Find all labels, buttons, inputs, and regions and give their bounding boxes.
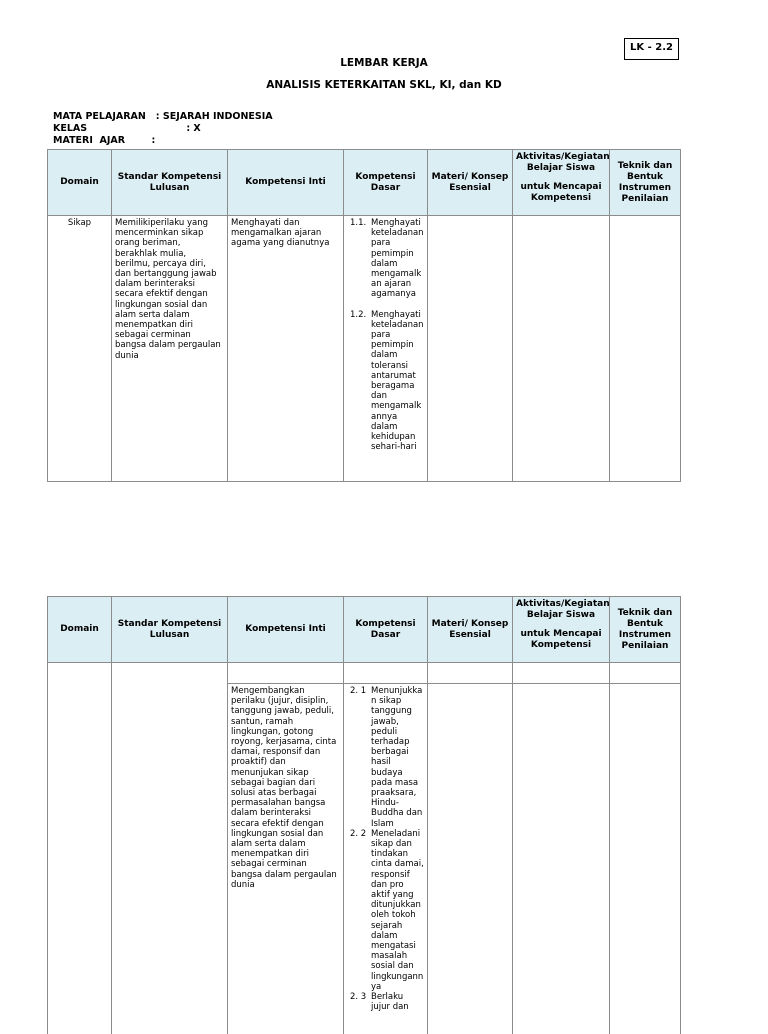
header-skl: Standar Kompetensi Lulusan	[112, 597, 228, 663]
table-header-row	[48, 597, 681, 663]
header-aktivitas	[513, 150, 610, 216]
ki-cell: Mengembangkan perilaku (jujur, disiplin, tanggung jawab, peduli, santun, ramah lingkungan, gotong royong, kerjasama, cinta damai, responsif dan proaktif) dan menunjukan sikap sebagai bagian dari solusi atas berbagai permasalahan bangsa dalam berinteraksi secara efektif dengan lingkungan sosial dan alam serta dalam menempatkan diri sebagai cerminan bangsa dalam pergaulan dunia	[228, 684, 344, 1034]
skl-cell: Memilikiperilaku yang mencerminkan sikap orang beriman, berakhlak mulia, berilmu, percaya diri, dan bertanggung jawab dalam berinteraksi secara efektif dengan lingkungan sosial dan alam serta dalam menempatkan diri sebagai cerminan bangsa dalam pergaulan dunia	[112, 216, 228, 482]
teknik-cell	[610, 684, 681, 1034]
kd-cell	[344, 684, 428, 1034]
spacer-cell	[228, 663, 344, 684]
header-aktivitas-line1: Aktivitas/Kegiatan Belajar Siswa	[516, 152, 610, 173]
skl-cell	[112, 684, 228, 1034]
header-aktivitas	[513, 597, 610, 663]
kd-text: Menunjukkan sikap tanggung jawab, peduli terhadap berbagai hasil budaya pada masa praaksara, Hindu-Buddha dan Islam	[371, 686, 423, 829]
spacer-cell	[48, 663, 112, 684]
header-domain: Domain	[48, 597, 112, 663]
kd-item	[347, 992, 424, 1012]
header-domain: Domain	[48, 150, 112, 216]
lk-code: LK - 2.2	[630, 42, 673, 53]
kd-text: Berlaku jujur dan	[371, 992, 409, 1013]
header-aktivitas-line2: untuk Mencapai Kompetensi	[520, 182, 602, 203]
spacer-cell	[513, 663, 610, 684]
ki-cell: Menghayati dan mengamalkan ajaran agama yang dianutnya	[228, 216, 344, 482]
teknik-cell	[610, 216, 681, 482]
kd-item	[347, 310, 424, 453]
kd-item	[347, 829, 424, 992]
header-teknik: Teknik dan Bentuk Instrumen Penilaian	[610, 150, 681, 216]
kd-text: Menghayati keteladanan para pemimpin dalam toleransi antarumat beragama dan mengamalkannya dalam kehidupan sehari-hari	[371, 309, 424, 453]
materi-ajar-line: MATERI AJAR :	[53, 135, 156, 146]
header-ki: Kompetensi Inti	[228, 597, 344, 663]
materi-cell	[428, 216, 513, 482]
aktivitas-cell	[513, 684, 610, 1034]
kd-text: Meneladani sikap dan tindakan cinta damai, responsif dan pro aktif yang ditunjukkan oleh tokoh sejarah dalam mengatasi masalah sosial dan lingkungannya	[371, 828, 424, 992]
table-row	[48, 216, 681, 482]
document-title: LEMBAR KERJA	[340, 57, 428, 69]
kd-number: 2. 2	[350, 828, 367, 839]
header-kd: Kompetensi Dasar	[344, 597, 428, 663]
aktivitas-cell	[513, 216, 610, 482]
analysis-table-2	[47, 596, 681, 1034]
mata-pelajaran-line: MATA PELAJARAN : SEJARAH INDONESIA	[53, 111, 273, 122]
header-kd: Kompetensi Dasar	[344, 150, 428, 216]
domain-cell	[48, 684, 112, 1034]
header-materi: Materi/ Konsep Esensial	[428, 150, 513, 216]
document-subtitle: ANALISIS KETERKAITAN SKL, KI, dan KD	[266, 79, 502, 91]
domain-cell: Sikap	[48, 216, 112, 482]
header-skl: Standar Kompetensi Lulusan	[112, 150, 228, 216]
kd-number: 2. 1	[350, 686, 367, 696]
table-row	[48, 684, 681, 1034]
header-teknik: Teknik dan Bentuk Instrumen Penilaian	[610, 597, 681, 663]
spacer-cell	[610, 663, 681, 684]
analysis-table-1	[47, 149, 681, 482]
header-ki: Kompetensi Inti	[228, 150, 344, 216]
spacer-cell	[112, 663, 228, 684]
kd-number: 2. 3	[350, 992, 367, 1003]
kd-number: 1.2.	[350, 309, 367, 320]
header-aktivitas-line1: Aktivitas/Kegiatan Belajar Siswa	[516, 599, 610, 620]
table-spacer-row	[48, 663, 681, 684]
table-header-row	[48, 150, 681, 216]
kd-list	[347, 686, 424, 1013]
kd-text: Menghayati keteladanan para pemimpin dalam mengamalkan ajaran agamanya	[371, 218, 424, 300]
kd-list	[347, 218, 424, 452]
kd-item	[347, 218, 424, 300]
spacer-cell	[428, 663, 513, 684]
header-aktivitas-line2: untuk Mencapai Kompetensi	[520, 629, 602, 650]
kd-cell	[344, 216, 428, 482]
materi-cell	[428, 684, 513, 1034]
kd-number: 1.1.	[350, 218, 367, 228]
header-materi: Materi/ Konsep Esensial	[428, 597, 513, 663]
kelas-line: KELAS : X	[53, 123, 201, 134]
spacer-cell	[344, 663, 428, 684]
kd-item	[347, 686, 424, 829]
